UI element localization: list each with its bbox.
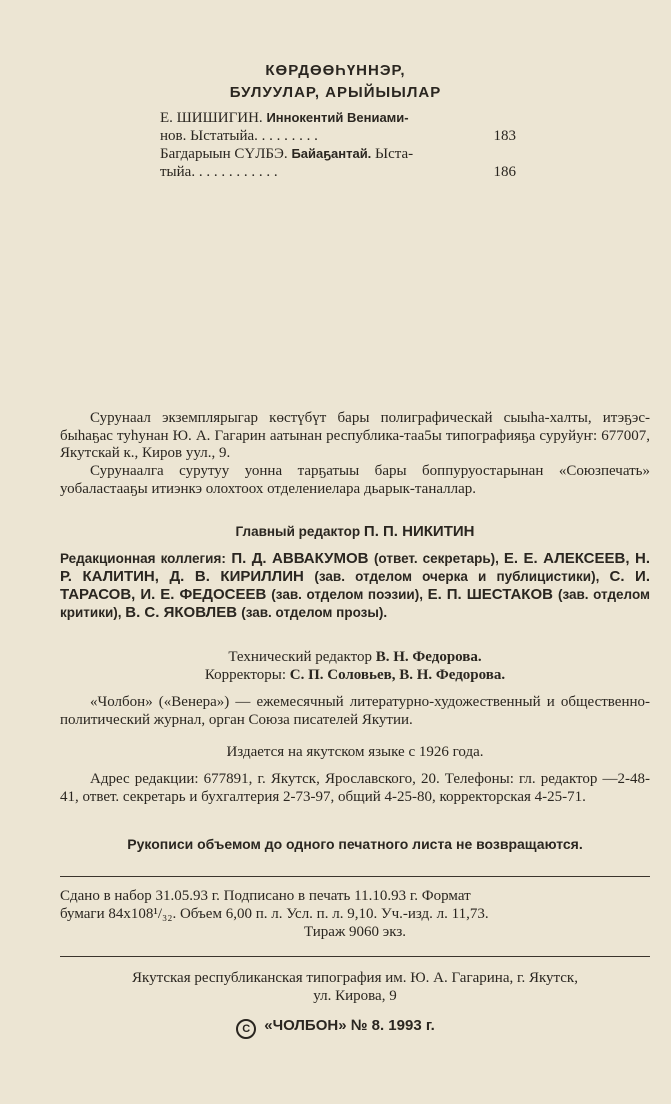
chief-editor-line — [60, 523, 650, 542]
editorial-board — [60, 550, 650, 622]
correctors-line — [60, 667, 650, 685]
tech-editor-name: В. Н. Федорова. — [375, 649, 482, 665]
chief-editor-label: Главный редактор — [235, 524, 361, 539]
correctors-label: Корректоры: — [204, 667, 286, 683]
toc-entry-author: Багдарыын СҮЛБЭ. — [160, 146, 288, 162]
toc-page-number: 186 — [493, 164, 516, 180]
copyright-text: «ЧОЛБОН» № 8. 1993 г. — [264, 1017, 435, 1034]
toc-entry-tail: Ыста- — [375, 146, 414, 162]
contents-title-line1: КӨРДӨӨҺҮННЭР, — [265, 62, 406, 79]
board-member-name: Е. Е. АЛЕКСЕЕВ, Н. Р. КАЛИТИН, Д. В. КИРИЛЛИН — [60, 550, 650, 585]
manuscripts-note: Рукописи объемом до одного печатного листа не возвращаются. — [127, 836, 583, 852]
toc-entry-title: Иннокентий Вениами- — [266, 110, 409, 125]
journal-description: «Чолбон» («Венера») — ежемесячный литературно-художественный и общественно-политический журнал, орган Союза писателей Якутии. — [60, 694, 650, 728]
printer-line1: Якутская республиканская типография им. Ю. А. Гагарина, г. Якутск, — [132, 970, 578, 986]
toc-entry-2-line2 — [160, 164, 530, 181]
board-member-name: Е. П. ШЕСТАКОВ — [427, 586, 558, 603]
toc-entry-1-line2 — [160, 128, 530, 145]
editorial-address: Адрес редакции: 677891, г. Якутск, Ярославского, 20. Телефоны: гл. редактор —2-48-41, ответ. секретарь и бухгалтерия 2-73-97, общий 4-25-80, корректорская 4-25-71. — [60, 771, 650, 805]
toc-entry-leader: тыйа. . . . . . . . . . . . — [160, 164, 278, 180]
divider — [60, 956, 650, 957]
toc-entry-2-line1 — [160, 146, 530, 163]
print-info-line2: бумаги 84x108¹/₃₂. Объем 6,00 п. л. Усл. п. л. 9,10. Уч.-изд. л. 11,73. — [60, 906, 489, 922]
board-role-text: (ответ. секретарь), — [373, 551, 504, 566]
copyright-icon: C — [236, 1019, 256, 1039]
board-member-name: В. С. ЯКОВЛЕВ — [125, 604, 242, 621]
toc-page-number: 183 — [493, 128, 516, 144]
toc-entry-leader: нов. Ыстатыйа. . . . . . . . . — [160, 128, 318, 144]
subscription-paragraph-1: Сурунаал экземплярыгар көстүбүт бары полиграфическай сыыһа-халты, итэҕэс-быһаҕас туһунан Ю. А. Гагарин аатынан республика-таа5ы типографияҕа суруйуҥ: 677007, Якутскай к., Киров уул., 9. — [60, 410, 650, 461]
board-member-name: П. Д. АВВАКУМОВ — [225, 550, 374, 567]
board-role-text: (зав. отделом очерка и публицистики), — [314, 569, 610, 584]
print-info-line1: Сдано в набор 31.05.93 г. Подписано в печать 11.10.93 г. Формат — [60, 888, 471, 904]
board-role-text: Редакционная коллегия: — [60, 551, 226, 566]
printer-line2: ул. Кирова, 9 — [313, 988, 397, 1004]
correctors-names: С. П. Соловьев, В. Н. Федорова. — [289, 667, 506, 683]
divider — [60, 876, 650, 877]
board-role-text: (зав. отделом прозы). — [241, 605, 388, 620]
contents-title-line2: БУЛУУЛАР, АРЫЙЫЫЛАР — [229, 84, 442, 101]
board-role-text: (зав. отделом поэзии), — [271, 587, 428, 602]
board-member-name: С. И. ТАРАСОВ, И. Е. ФЕДОСЕЕВ — [60, 568, 651, 603]
toc-entry-1-line1 — [160, 110, 530, 127]
chief-editor-name: П. П. НИКИТИН — [363, 523, 475, 540]
toc-entry-title: Байаҕантай. — [291, 146, 372, 161]
tech-editor-line — [60, 649, 650, 667]
copyright-line — [0, 1017, 671, 1039]
toc-entry-author: Е. ШИШИГИН. — [160, 110, 263, 126]
board-role-text: (зав. отделом критики), — [60, 587, 650, 620]
print-info-line3: Тираж 9060 экз. — [303, 924, 407, 940]
tech-editor-label: Технический редактор — [228, 649, 372, 665]
subscription-paragraph-2: Сурунаалга сурутуу уонна тарҕатыы бары боппуруостарынан «Союзпечать» уобаластааҕы итиэнкэ олохтоох отделениелара дьарык-таналлар. — [60, 463, 650, 497]
published-since: Издается на якутском языке с 1926 года. — [226, 744, 484, 760]
